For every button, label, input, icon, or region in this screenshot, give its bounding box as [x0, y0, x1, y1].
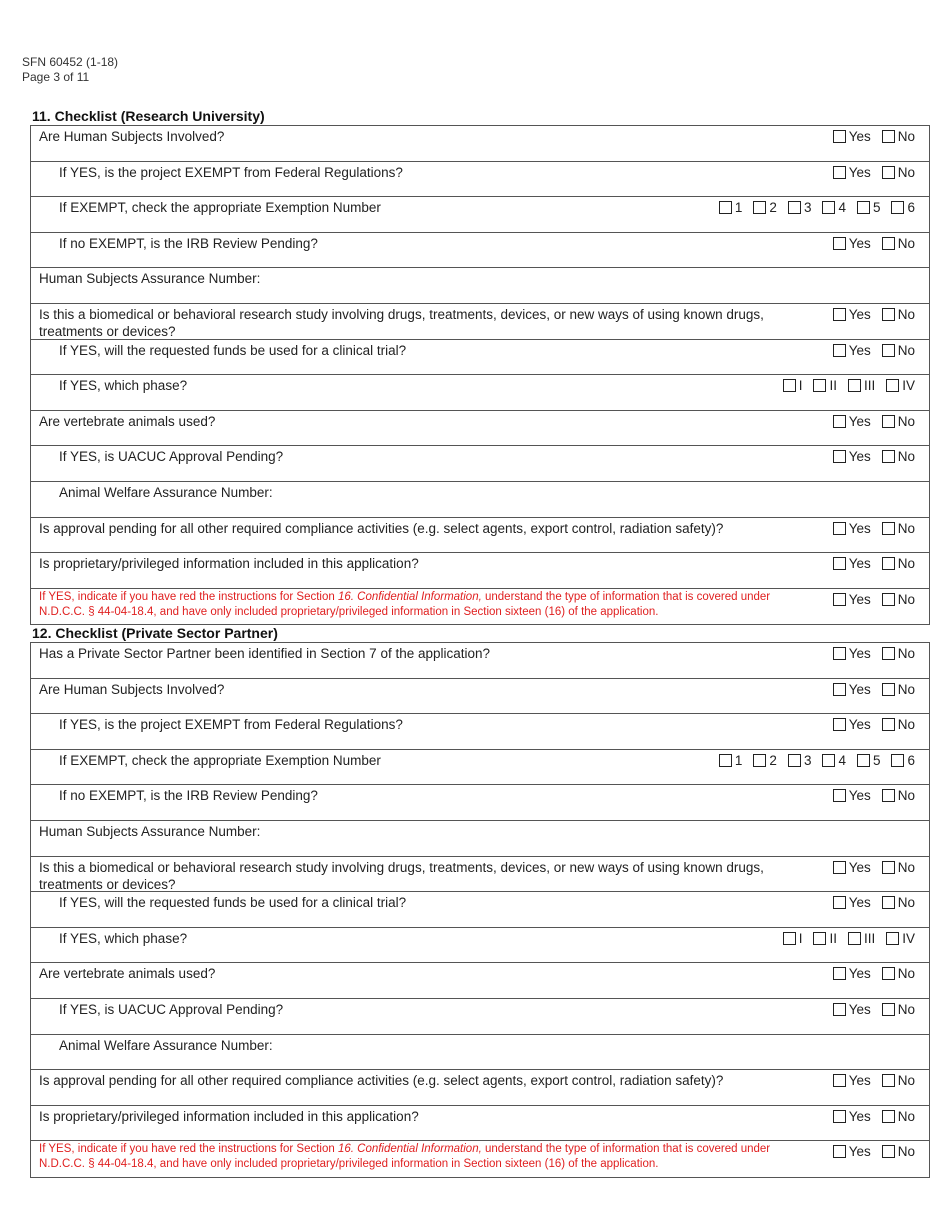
checkbox[interactable] — [833, 789, 846, 802]
checkbox-option[interactable] — [833, 860, 871, 875]
question-text: Are Human Subjects Involved? — [39, 129, 225, 144]
checkbox[interactable] — [783, 932, 796, 945]
checkbox[interactable] — [882, 308, 895, 321]
checkbox-group — [822, 449, 915, 464]
checkbox[interactable] — [882, 861, 895, 874]
checkbox-label: Yes — [848, 681, 871, 697]
checklist-row — [31, 750, 929, 786]
checkbox-label: No — [897, 859, 915, 875]
checkbox[interactable] — [882, 593, 895, 606]
question-text: Animal Welfare Assurance Number: — [59, 484, 273, 500]
checkbox-option[interactable] — [882, 521, 915, 536]
checkbox[interactable] — [833, 683, 846, 696]
checkbox[interactable] — [833, 450, 846, 463]
checkbox-option[interactable] — [788, 753, 812, 768]
checkbox-option[interactable] — [833, 556, 871, 571]
question-text: If no EXEMPT, is the IRB Review Pending? — [59, 788, 318, 804]
checkbox-option[interactable] — [719, 200, 743, 215]
checkbox[interactable] — [882, 557, 895, 570]
question-text: Has a Private Sector Partner been identified in Section 7 of the application? — [39, 646, 491, 661]
checkbox[interactable] — [891, 201, 904, 214]
checkbox-option[interactable] — [891, 200, 915, 215]
checkbox-option[interactable] — [833, 682, 871, 697]
checklist-row — [31, 518, 929, 554]
checkbox[interactable] — [833, 1003, 846, 1016]
checklist-row — [31, 1106, 929, 1142]
checklist-row — [31, 963, 929, 999]
checklist-row — [31, 643, 929, 679]
checkbox[interactable] — [882, 718, 895, 731]
checkbox-group — [822, 860, 915, 875]
checkbox[interactable] — [882, 683, 895, 696]
checkbox-option[interactable] — [783, 931, 803, 946]
question-text: Are Human Subjects Involved? — [39, 681, 225, 697]
checkbox-option[interactable] — [882, 1109, 915, 1124]
checkbox-label: No — [897, 342, 915, 358]
checkbox-option[interactable] — [833, 1073, 871, 1088]
checkbox-option[interactable] — [833, 592, 871, 607]
checkbox-label: No — [897, 966, 915, 982]
checkbox[interactable] — [833, 718, 846, 731]
checkbox-label: No — [897, 1073, 915, 1089]
checkbox[interactable] — [882, 896, 895, 909]
checkbox-option[interactable] — [833, 717, 871, 732]
checkbox-group — [822, 1002, 915, 1017]
checkbox[interactable] — [833, 896, 846, 909]
checkbox-option[interactable] — [833, 895, 871, 910]
checklist-row — [31, 1070, 929, 1106]
checkbox-label: III — [863, 930, 876, 946]
checkbox-label: 5 — [872, 200, 881, 216]
checkbox-option[interactable] — [891, 753, 915, 768]
checkbox-label: II — [829, 930, 837, 946]
checkbox[interactable] — [891, 754, 904, 767]
checkbox[interactable] — [788, 201, 801, 214]
checklist-row — [31, 1141, 929, 1177]
checkbox-label: Yes — [848, 306, 871, 322]
checkbox-group — [708, 753, 915, 768]
checkbox-label: Yes — [848, 413, 871, 429]
checkbox-group — [822, 895, 915, 910]
checkbox-group — [822, 521, 915, 536]
checklist-row — [31, 304, 929, 340]
checkbox[interactable] — [833, 1110, 846, 1123]
checkbox-label: 6 — [907, 752, 915, 768]
checkbox[interactable] — [882, 1110, 895, 1123]
checkbox-label: IV — [902, 378, 915, 394]
question-text: If EXEMPT, check the appropriate Exemption Number — [59, 200, 381, 216]
checkbox-option[interactable] — [882, 1144, 915, 1159]
checkbox-label: 1 — [734, 752, 743, 768]
checkbox[interactable] — [753, 201, 766, 214]
checkbox-label: Yes — [848, 895, 871, 911]
checklist-row — [31, 197, 929, 233]
checkbox[interactable] — [833, 1074, 846, 1087]
checkbox-group — [772, 931, 915, 946]
checkbox-option[interactable] — [882, 165, 915, 180]
checkbox[interactable] — [833, 308, 846, 321]
checkbox[interactable] — [833, 237, 846, 250]
question-text: If YES, will the requested funds be used for a clinical trial? — [59, 342, 407, 358]
checkbox[interactable] — [833, 557, 846, 570]
checklist-row — [31, 589, 929, 625]
checkbox[interactable] — [848, 932, 861, 945]
checkbox-option[interactable] — [822, 200, 846, 215]
checkbox-option[interactable] — [848, 378, 875, 393]
checkbox-label: III — [863, 378, 876, 394]
question-text: Animal Welfare Assurance Number: — [59, 1037, 273, 1053]
question-text: Human Subjects Assurance Number: — [39, 271, 261, 287]
checkbox-group — [822, 307, 915, 322]
checkbox-label: Yes — [848, 859, 871, 875]
checkbox-label: Yes — [848, 717, 871, 733]
checklist-row — [31, 482, 929, 518]
question-text: Is this a biomedical or behavioral research study involving drugs, treatments, devices, or new ways of using known drugs, treatments or devices? — [39, 859, 764, 892]
checkbox-option[interactable] — [857, 753, 881, 768]
checkbox[interactable] — [719, 201, 732, 214]
checkbox[interactable] — [886, 379, 899, 392]
question-text: Are vertebrate animals used? — [39, 413, 216, 429]
checkbox-label: 2 — [769, 200, 777, 216]
checkbox-group — [822, 556, 915, 571]
checkbox[interactable] — [833, 967, 846, 980]
checkbox-label: Yes — [848, 788, 871, 804]
checkbox-group — [822, 236, 915, 251]
checkbox-label: No — [897, 895, 915, 911]
checkbox-group — [822, 646, 915, 661]
checkbox[interactable] — [788, 754, 801, 767]
checkbox-label: Yes — [848, 591, 871, 607]
checkbox-label: II — [829, 378, 837, 394]
checklist-row — [31, 162, 929, 198]
checkbox-group — [822, 1109, 915, 1124]
checkbox-group — [822, 682, 915, 697]
checkbox-label: 3 — [803, 752, 812, 768]
checkbox-option[interactable] — [788, 200, 812, 215]
checkbox-option[interactable] — [882, 236, 915, 251]
checkbox-option[interactable] — [882, 860, 915, 875]
checkbox-group — [822, 1073, 915, 1088]
checkbox[interactable] — [882, 1145, 895, 1158]
checkbox-option[interactable] — [813, 378, 837, 393]
checkbox[interactable] — [833, 415, 846, 428]
checkbox-label: Yes — [848, 129, 871, 144]
checkbox-option[interactable] — [833, 165, 871, 180]
checklist-row — [31, 821, 929, 857]
checkbox[interactable] — [882, 450, 895, 463]
checkbox[interactable] — [882, 237, 895, 250]
checklist-row — [31, 126, 929, 162]
checkbox[interactable] — [813, 379, 826, 392]
checkbox-label: No — [897, 164, 915, 180]
checkbox-group — [822, 592, 915, 607]
checkbox-option[interactable] — [886, 378, 915, 393]
checkbox-group — [772, 378, 915, 393]
checkbox-label: Yes — [848, 1001, 871, 1017]
question-text: If YES, which phase? — [59, 378, 188, 394]
checkbox-option[interactable] — [882, 966, 915, 981]
question-text: If YES, will the requested funds be used for a clinical trial? — [59, 895, 407, 911]
section-12-title: 12. Checklist (Private Sector Partner) — [32, 625, 278, 641]
checkbox-label: Yes — [848, 1108, 871, 1124]
checkbox[interactable] — [813, 932, 826, 945]
checkbox-label: 3 — [803, 200, 812, 216]
question-text: Is proprietary/privileged information included in this application? — [39, 556, 419, 572]
checkbox-option[interactable] — [833, 646, 871, 661]
checklist-row — [31, 553, 929, 589]
checkbox-label: 6 — [907, 200, 915, 216]
checklist-row — [31, 928, 929, 964]
checkbox-group — [822, 966, 915, 981]
question-text: Human Subjects Assurance Number: — [39, 823, 261, 839]
checkbox-label: No — [897, 717, 915, 733]
checkbox-label: Yes — [848, 449, 871, 465]
checkbox-option[interactable] — [833, 521, 871, 536]
checkbox[interactable] — [882, 522, 895, 535]
checkbox-option[interactable] — [882, 717, 915, 732]
checkbox[interactable] — [857, 201, 870, 214]
checkbox-group — [822, 1144, 915, 1159]
checkbox-option[interactable] — [882, 449, 915, 464]
private-sector-partner-checklist — [30, 642, 930, 1178]
checkbox-group — [708, 200, 915, 215]
checkbox-option[interactable] — [882, 343, 915, 358]
checklist-row — [31, 268, 929, 304]
checkbox-label: 4 — [838, 752, 846, 768]
checkbox-option[interactable] — [882, 646, 915, 661]
checkbox-label: No — [897, 235, 915, 251]
question-text: Is this a biomedical or behavioral research study involving drugs, treatments, devices, or new ways of using known drugs, treatments or devices? — [39, 306, 764, 339]
checkbox-option[interactable] — [882, 414, 915, 429]
checklist-row — [31, 375, 929, 411]
checkbox-option[interactable] — [822, 753, 846, 768]
checkbox-option[interactable] — [857, 200, 881, 215]
checkbox[interactable] — [857, 754, 870, 767]
question-text: If no EXEMPT, is the IRB Review Pending? — [59, 235, 318, 251]
question-text: If YES, is UACUC Approval Pending? — [59, 449, 284, 465]
checkbox-option[interactable] — [753, 200, 777, 215]
checkbox-option[interactable] — [833, 343, 871, 358]
checkbox-option[interactable] — [882, 788, 915, 803]
question-text: If YES, which phase? — [59, 930, 188, 946]
question-text: If YES, indicate if you have red the instructions for Section 16. Confidential Information, understand the type of information that is covered under N.D.C.C. § 44-04-18.4, and have only included proprietary/privileged information in Section sixteen (16) of the application. — [39, 590, 771, 618]
checklist-row — [31, 233, 929, 269]
checkbox[interactable] — [833, 647, 846, 660]
checkbox-option[interactable] — [833, 307, 871, 322]
checkbox-group — [822, 165, 915, 180]
checkbox-option[interactable] — [833, 449, 871, 464]
checklist-row — [31, 679, 929, 715]
checkbox[interactable] — [882, 1003, 895, 1016]
checklist-row — [31, 857, 929, 893]
checkbox-label: Yes — [848, 1144, 871, 1160]
checkbox-label: No — [897, 129, 915, 144]
checkbox-label: No — [897, 1001, 915, 1017]
checkbox-label: No — [897, 520, 915, 536]
question-text: If YES, indicate if you have red the instructions for Section 16. Confidential Information, understand the type of information that is covered under N.D.C.C. § 44-04-18.4, and have only included proprietary/privileged information in Section sixteen (16) of the application. — [39, 1143, 771, 1171]
checkbox-label: Yes — [848, 1073, 871, 1089]
question-text: If YES, is the project EXEMPT from Federal Regulations? — [59, 717, 403, 733]
checklist-row — [31, 785, 929, 821]
checkbox-label: No — [897, 681, 915, 697]
checkbox-label: No — [897, 1108, 915, 1124]
checkbox-group — [822, 129, 915, 144]
research-university-checklist — [30, 125, 930, 625]
checkbox-option[interactable] — [833, 966, 871, 981]
checkbox[interactable] — [822, 754, 835, 767]
checkbox-option[interactable] — [882, 129, 915, 144]
question-text: If YES, is the project EXEMPT from Federal Regulations? — [59, 164, 403, 180]
checkbox-label: I — [798, 930, 803, 946]
section-11-title: 11. Checklist (Research University) — [32, 108, 265, 124]
checkbox-group — [822, 414, 915, 429]
checkbox-group — [822, 343, 915, 358]
checkbox-label: Yes — [848, 164, 871, 180]
checkbox-label: No — [897, 788, 915, 804]
checkbox-option[interactable] — [882, 592, 915, 607]
question-text: Is approval pending for all other required compliance activities (e.g. select agents, export control, radiation safety)? — [39, 1073, 724, 1089]
checkbox-label: No — [897, 449, 915, 465]
checkbox-group — [822, 788, 915, 803]
form-number: SFN 60452 (1-18) — [22, 55, 119, 69]
checkbox-option[interactable] — [719, 753, 743, 768]
checkbox[interactable] — [886, 932, 899, 945]
question-text: Is approval pending for all other required compliance activities (e.g. select agents, export control, radiation safety)? — [39, 520, 724, 536]
question-text: If YES, is UACUC Approval Pending? — [59, 1001, 284, 1017]
checkbox-label: No — [897, 646, 915, 661]
checkbox-option[interactable] — [882, 1073, 915, 1088]
checkbox-label: Yes — [848, 235, 871, 251]
question-text: Is proprietary/privileged information included in this application? — [39, 1108, 419, 1124]
checkbox[interactable] — [833, 344, 846, 357]
checkbox-label: Yes — [848, 520, 871, 536]
checklist-row — [31, 411, 929, 447]
checkbox-option[interactable] — [833, 788, 871, 803]
checkbox[interactable] — [833, 1145, 846, 1158]
checkbox[interactable] — [882, 415, 895, 428]
checkbox-label: Yes — [848, 556, 871, 572]
checkbox[interactable] — [833, 861, 846, 874]
checkbox-label: No — [897, 1144, 915, 1160]
checklist-row — [31, 1035, 929, 1071]
checkbox-option[interactable] — [833, 1144, 871, 1159]
checkbox-label: No — [897, 591, 915, 607]
checkbox-option[interactable] — [882, 307, 915, 322]
checklist-row — [31, 340, 929, 376]
checkbox-group — [822, 717, 915, 732]
checkbox[interactable] — [882, 130, 895, 143]
checkbox[interactable] — [833, 130, 846, 143]
checkbox[interactable] — [822, 201, 835, 214]
checklist-row — [31, 714, 929, 750]
checklist-row — [31, 892, 929, 928]
checkbox[interactable] — [882, 967, 895, 980]
checkbox-label: IV — [902, 930, 915, 946]
checkbox-label: Yes — [848, 646, 871, 661]
checkbox-option[interactable] — [833, 1002, 871, 1017]
checkbox-option[interactable] — [833, 1109, 871, 1124]
checklist-row — [31, 446, 929, 482]
checkbox[interactable] — [882, 647, 895, 660]
checkbox[interactable] — [833, 166, 846, 179]
checkbox-option[interactable] — [833, 129, 871, 144]
checkbox[interactable] — [848, 379, 861, 392]
checkbox[interactable] — [882, 789, 895, 802]
checkbox-option[interactable] — [886, 931, 915, 946]
checkbox[interactable] — [833, 522, 846, 535]
checkbox-label: Yes — [848, 966, 871, 982]
checkbox-label: I — [798, 378, 803, 394]
checkbox[interactable] — [882, 344, 895, 357]
question-text: If EXEMPT, check the appropriate Exemption Number — [59, 752, 381, 768]
checkbox[interactable] — [882, 1074, 895, 1087]
checkbox[interactable] — [783, 379, 796, 392]
checkbox-option[interactable] — [813, 931, 837, 946]
checkbox[interactable] — [833, 593, 846, 606]
checkbox-option[interactable] — [882, 556, 915, 571]
checkbox-label: 2 — [769, 752, 777, 768]
checkbox-label: 1 — [734, 200, 743, 216]
checkbox-option[interactable] — [833, 414, 871, 429]
checkbox-option[interactable] — [753, 753, 777, 768]
checkbox-label: No — [897, 556, 915, 572]
question-text: Are vertebrate animals used? — [39, 966, 216, 982]
checklist-row — [31, 999, 929, 1035]
checkbox[interactable] — [753, 754, 766, 767]
checkbox-label: 4 — [838, 200, 846, 216]
form-header — [22, 55, 118, 85]
checkbox-label: No — [897, 306, 915, 322]
checkbox-label: Yes — [848, 342, 871, 358]
checkbox-option[interactable] — [882, 682, 915, 697]
checkbox-label: 5 — [872, 752, 881, 768]
page-indicator: Page 3 of 11 — [22, 70, 90, 84]
checkbox[interactable] — [882, 166, 895, 179]
checkbox[interactable] — [719, 754, 732, 767]
checkbox-option[interactable] — [833, 236, 871, 251]
checkbox-option[interactable] — [783, 378, 803, 393]
checkbox-option[interactable] — [882, 1002, 915, 1017]
checkbox-option[interactable] — [848, 931, 875, 946]
checkbox-option[interactable] — [882, 895, 915, 910]
checkbox-label: No — [897, 413, 915, 429]
